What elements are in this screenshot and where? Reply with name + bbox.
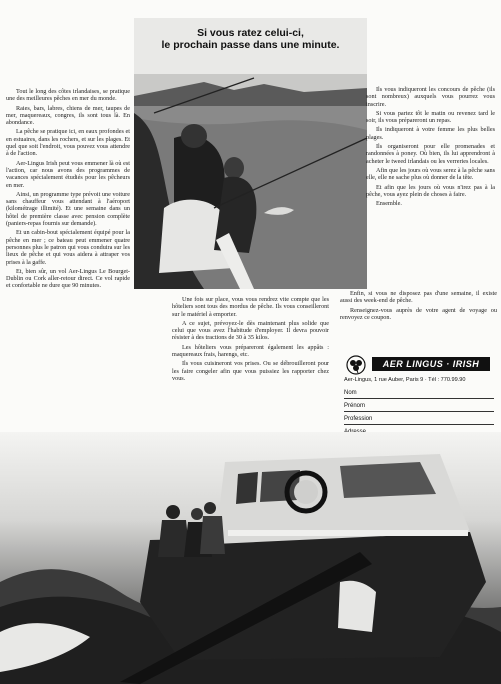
paragraph: Afin que les jours où vous serez à la pêche sans elle, elle ne sache plus où donner de la tête. xyxy=(366,166,495,182)
first-name-field[interactable]: Prénom xyxy=(344,401,494,412)
paragraph: Ensemble. xyxy=(376,200,402,208)
brand-logo xyxy=(342,354,495,376)
paragraph: Une fois sur place, vous vous rendrez vite compte que les hôteliers sont tous des mordus de pêche. Ils vous conseilleront sur le matériel à emporter. xyxy=(172,296,329,318)
coupon-address: Aer-Lingus, 1 rue Auber, Paris 9 · Tél : 770.99.90 xyxy=(344,377,466,383)
paragraph: Si vous partez tôt le matin ou revenez tard le soir, ils vous prépareront un repas. xyxy=(366,109,495,125)
paragraph: Les hôteliers vous prépareront également les appâts : maquereaux frais, harengs, etc. xyxy=(172,343,329,359)
headline-line-2: le prochain passe dans une minute. xyxy=(161,39,340,51)
paragraph: Renseignez-vous auprès de votre agent de voyage ou renvoyez ce coupon. xyxy=(340,306,497,321)
fishermen-illustration xyxy=(134,18,367,289)
fishing-photo xyxy=(134,18,367,289)
paragraph: Et un cabin-bout spécialement équipé pour la pêche en mer ; ce bateau peut emmener quatre personnes plus le patron qui vous conduira sur les lieux de pêche et qui vous aidera à attraper vos prises à la gaffe. xyxy=(6,229,130,266)
paragraph: Ils vous indiqueront les concours de pêche (ils sont nombreux) auxquels vous pourrez vous inscrire. xyxy=(366,86,495,108)
shamrock-icon xyxy=(344,355,368,375)
fishing-boat-illustration xyxy=(0,432,501,684)
left-column xyxy=(6,88,130,460)
brand-name: AER LINGUS · IRISH xyxy=(372,357,490,371)
profession-field[interactable]: Profession xyxy=(344,414,494,425)
paragraph: Raies, bars, labres, chiens de mer, taupes de mer, maquereaux, congres, ils sont tous là. En abondance. xyxy=(6,104,130,127)
paragraph: Tout le long des côtes irlandaises, se pratique une des meilleures pêches en mer du monde. xyxy=(6,88,130,103)
paragraph: Enfin, si vous ne disposez pas d'une semaine, il existe aussi des week-end de pêche. xyxy=(340,290,497,305)
paragraph: Et afin que les jours où vous n'irez pas à la pêche, vous ayez plein de choses à faire. xyxy=(366,183,495,198)
paragraph: La pêche se pratique ici, en eaux profondes et en estuaires, dans les rochers, et sur les plages. Et quel que soit l'endroit, vous pouvez vous attendre à de l'action. xyxy=(6,128,130,158)
paragraph: Ils vous cuisineront vos prises. Ou se débrouilleront pour les faire congeler afin que vous puissiez les rapporter chez vous. xyxy=(172,360,329,382)
paragraph: A ce sujet, prévoyez-le dès maintenant plus solide que celui que vous avez l'habitude d'employer. Il devra pouvoir résister à des tractions de 30 à 35 kilos. xyxy=(172,319,329,342)
headline xyxy=(134,27,367,51)
paragraph: Ils organiseront pour elle promenades et randonnées à poney. Où bien, ils lui apprendront à acheter le tweed irlandais ou les verreries locales. xyxy=(366,143,495,165)
paragraph: Aer-Lingus Irish peut vous emmener là où est l'action, car nous avons des programmes de vacances spécialement étudiés pour les pêcheurs en mer. xyxy=(6,159,130,189)
name-field[interactable]: Nom xyxy=(344,388,494,399)
paragraph: Ils indiqueront à votre femme les plus belles plages. xyxy=(366,126,495,141)
headline-line-1: Si vous ratez celui-ci, xyxy=(197,27,304,39)
paragraph: Et, bien sûr, un vol Aer-Lingus Le Bourget-Dublin ou Cork aller-retour direct. Ce vol rapide et confortable ne dure que 90 minutes. xyxy=(6,267,130,290)
right-column-continued xyxy=(340,290,497,334)
paragraph: Ainsi, un programme type prévoit une voiture sans chauffeur vous attendant à l'aéroport (kilométrage illimité). Et une semaine dans un hôtel de première classe avec pension complète (paniers-repas fournis sur demande). xyxy=(6,190,130,228)
boat-photo xyxy=(0,432,501,684)
